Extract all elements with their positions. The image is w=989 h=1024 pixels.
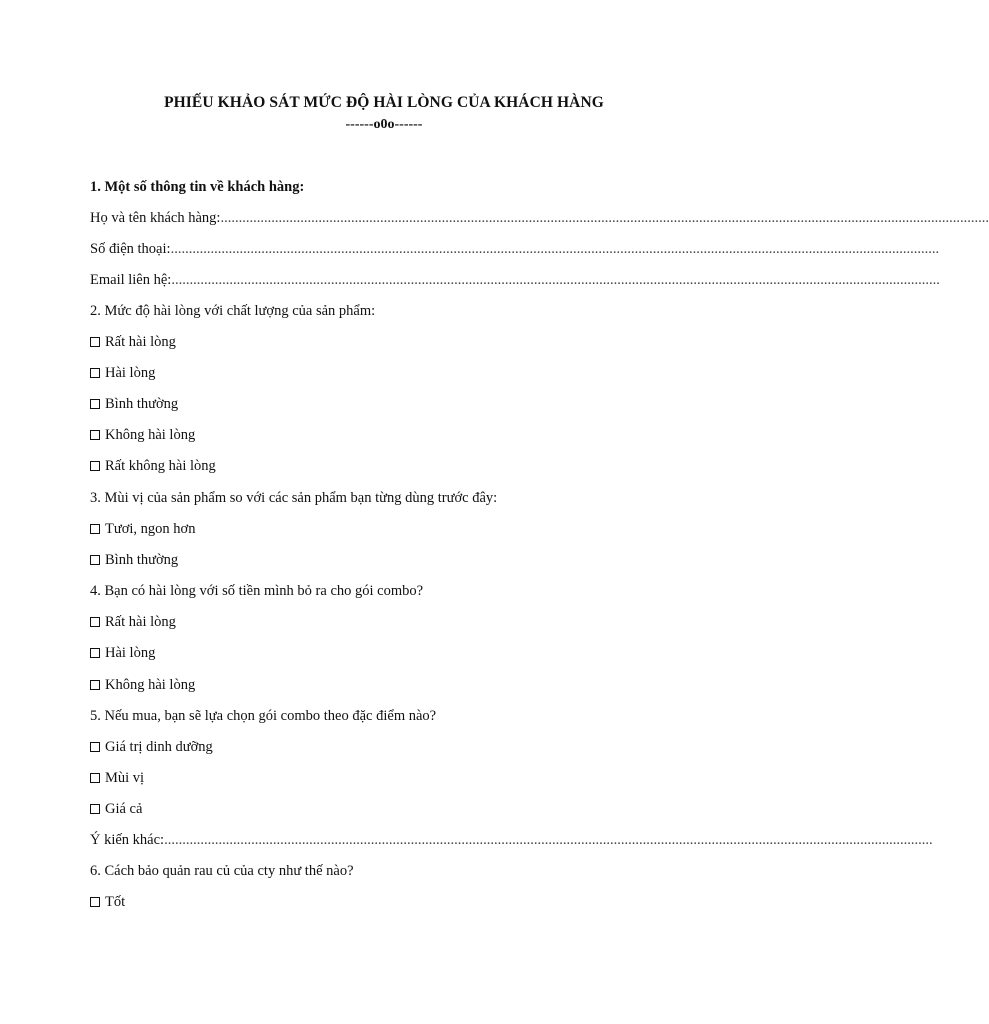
q2-option-4[interactable] (90, 426, 195, 444)
option-label: Bình thường (105, 396, 179, 412)
q5-option-1[interactable] (90, 738, 213, 756)
phone-label: Số điện thoại: (90, 241, 171, 257)
email-label: Email liên hệ: (90, 272, 172, 288)
q2-option-5[interactable] (90, 457, 216, 475)
option-label: Giá trị dinh dưỡng (105, 739, 213, 755)
checkbox[interactable] (90, 742, 100, 752)
option-label: Không hài lòng (105, 677, 196, 693)
q4-option-3[interactable] (90, 676, 195, 694)
checkbox[interactable] (90, 897, 100, 907)
option-label: Tốt (105, 894, 126, 910)
checkbox[interactable] (90, 430, 100, 440)
email-blank[interactable]: .................................................................................................................................................................................................................... (171, 272, 940, 288)
email-field[interactable] (90, 271, 940, 289)
option-label: Bình thường (105, 552, 179, 568)
other-opinion-field[interactable] (90, 831, 933, 849)
checkbox[interactable] (90, 555, 100, 565)
question-2: 2. Mức độ hài lòng với chất lượng của sản phẩm: (90, 303, 376, 319)
checkbox[interactable] (90, 804, 100, 814)
phone-field[interactable] (90, 240, 940, 258)
customer-name-label: Họ và tên khách hàng: (90, 210, 221, 226)
other-opinion-label: Ý kiến khác: (90, 832, 165, 848)
checkbox[interactable] (90, 617, 100, 627)
option-label: Tươi, ngon hơn (105, 521, 196, 537)
title-ornament: ------o0o------ (345, 117, 423, 132)
customer-name-field[interactable] (90, 209, 989, 227)
customer-name-blank[interactable]: .................................................................................................................................................................................................................... (220, 210, 989, 226)
q5-option-2[interactable] (90, 769, 144, 787)
q6-option-1[interactable] (90, 893, 125, 911)
question-3: 3. Mùi vị của sản phẩm so với các sản phẩm bạn từng dùng trước đây: (90, 490, 498, 506)
checkbox[interactable] (90, 524, 100, 534)
option-label: Rất không hài lòng (105, 458, 216, 474)
q2-option-2[interactable] (90, 364, 155, 382)
question-5: 5. Nếu mua, bạn sẽ lựa chọn gói combo theo đặc điểm nào? (90, 708, 437, 724)
phone-blank[interactable]: .................................................................................................................................................................................................................... (170, 241, 940, 257)
other-opinion-blank[interactable]: .................................................................................................................................................................................................................... (164, 832, 933, 848)
q3-option-1[interactable] (90, 520, 195, 538)
question-6: 6. Cách bảo quản rau củ của cty như thế nào? (90, 863, 354, 879)
option-label: Rất hài lòng (105, 334, 176, 350)
option-label: Hài lòng (105, 645, 156, 661)
checkbox[interactable] (90, 399, 100, 409)
checkbox[interactable] (90, 773, 100, 783)
q4-option-1[interactable] (90, 613, 176, 631)
checkbox[interactable] (90, 461, 100, 471)
option-label: Giá cả (105, 801, 143, 817)
q5-option-3[interactable] (90, 800, 142, 818)
option-label: Không hài lòng (105, 427, 196, 443)
q2-option-3[interactable] (90, 395, 178, 413)
q2-option-1[interactable] (90, 333, 176, 351)
section-1-heading: 1. Một số thông tin về khách hàng: (90, 179, 305, 195)
q3-option-2[interactable] (90, 551, 178, 569)
checkbox[interactable] (90, 368, 100, 378)
page-title: PHIẾU KHẢO SÁT MỨC ĐỘ HÀI LÒNG CỦA KHÁCH HÀNG (164, 94, 604, 111)
option-label: Mùi vị (105, 770, 145, 786)
checkbox[interactable] (90, 648, 100, 658)
checkbox[interactable] (90, 680, 100, 690)
option-label: Hài lòng (105, 365, 156, 381)
q4-option-2[interactable] (90, 644, 155, 662)
checkbox[interactable] (90, 337, 100, 347)
option-label: Rất hài lòng (105, 614, 176, 630)
question-4: 4. Bạn có hài lòng với số tiền mình bỏ ra cho gói combo? (90, 583, 424, 599)
